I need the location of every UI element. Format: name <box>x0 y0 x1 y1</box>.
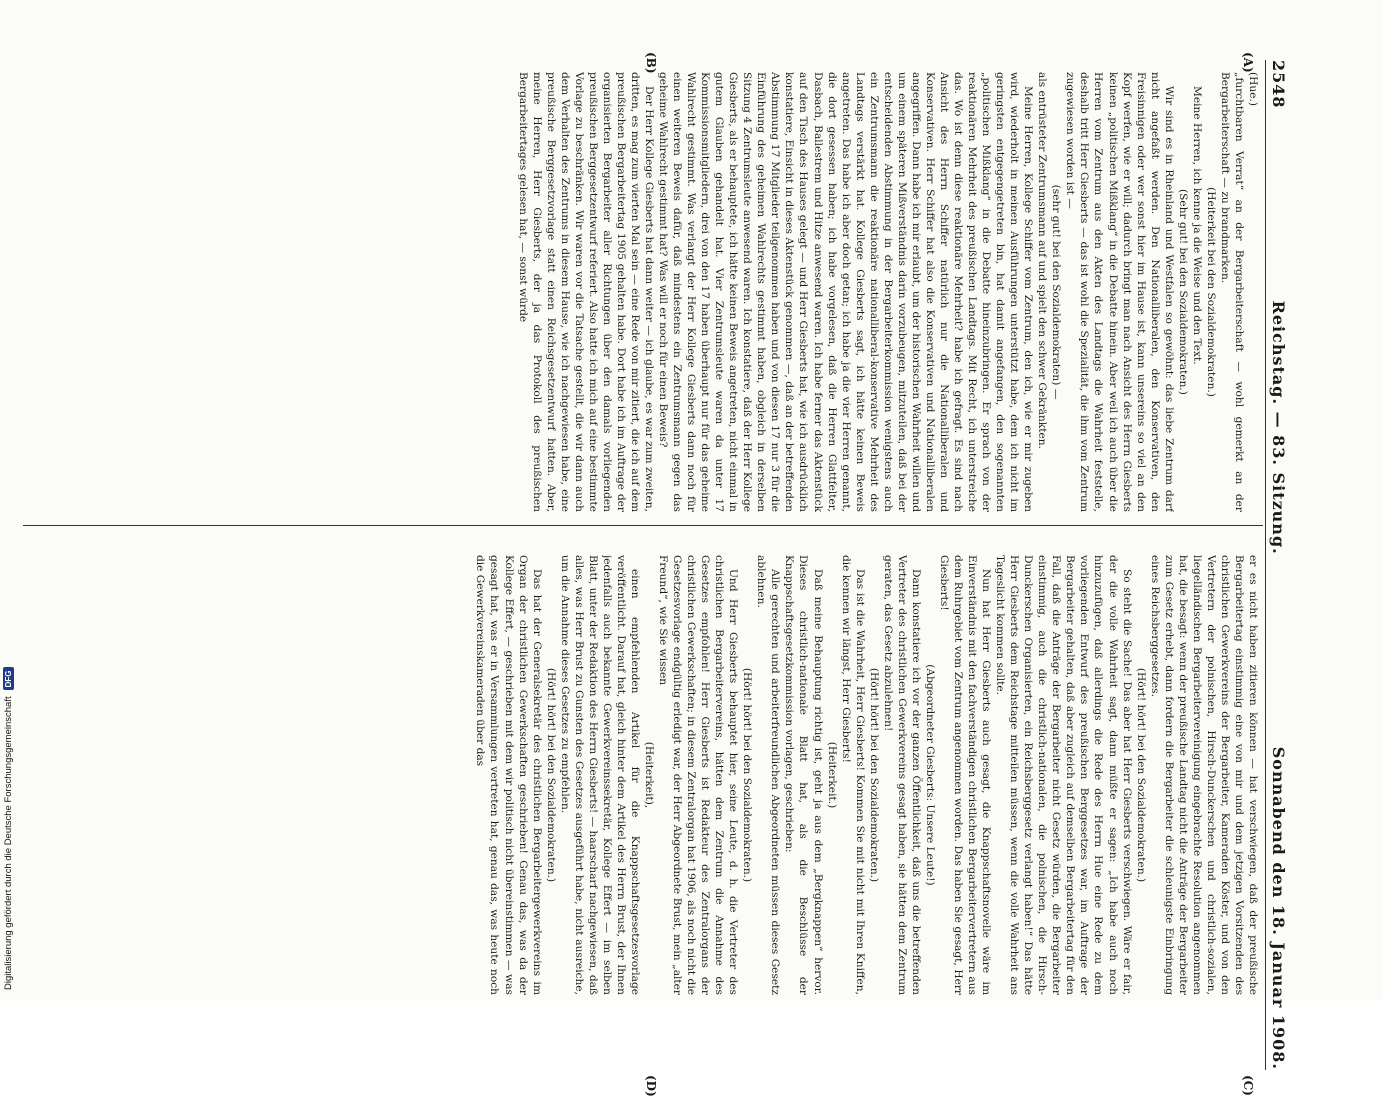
paragraph: (Heiterkeit bei den Sozialdemokraten.) <box>1204 187 1217 397</box>
paragraph: (Heiterkeit.) <box>825 741 838 809</box>
page-number: 2548 <box>1269 60 1288 109</box>
paragraph: als entrüsteter Zentrumsmann auf und spielt den schwer Gekränkten. <box>1036 72 1049 449</box>
right-text-column <box>20 555 1260 995</box>
paragraph: Das hat der Generalsekretär des christlichen Bergarbeitergewerkvereins im Organ der christlichen Gewerkschaften geschrieben! Genau das, was da der Kollege Effert, — geschrieben mit dem wir politisch nicht übereinstimmen — was gesagt hat, was er in Versammlungen vertreten hat, genau das, was heute noch die Gewerkvereinskameraden über das <box>474 555 543 995</box>
credit-text: Digitalisierung gefördert durch die Deutsche Forschungsgemeinschaft <box>2 696 14 990</box>
paragraph: er es nicht haben zitieren können — hat verschwiegen, daß der preußische Bergarbeitertag einstimmig eine von mir und dem jetzigen Vorsitzenden des christlichen Gewerkvereins der Bergarbeiter, Kameraden Köster, und von den Vertretern der polnischen, Hirsch-Dunckerschen und christlich-sozialen, liegelländischen Bergarbeitervereinigung eingebrachte Resolution angenommen hat, die besagt: wenn der preußische Landtag nicht die Anträge der Bergarbeiter zum Gesetz erhebt, dann fordern die Bergarbeiter die schleunigste Einbringung eines Reichsberggesetzes. <box>1148 555 1259 995</box>
paragraph: (Sehr gut! bei den Sozialdemokraten.) <box>1176 189 1189 395</box>
paragraph: (Hue.) <box>1247 72 1259 106</box>
paragraph: So steht die Sache! Das aber hat Herr Giesberts verschwiegen. Wäre er fair, der die volle Wahrheit sagt, dann müßte er sagen: „Ich habe auch noch hinzuzufügen, daß allerdings die Rede des Herrn Hue eine Rede zu dem vorliegenden Entwurf des preußischen Berggesetzes war, im Auftrage der Bergarbeiter gehalten, daß aber zugleich auf demselben Bergarbeitertag für den Fall, daß die Anträge der Bergarbeiter nicht Gesetz würden, die Bergarbeiter einstimmig, auch die christlich-nationalen, die polnischen, die Hirsch-Dunckerschen Organisierten, ein Reichsberggesetz verlangt haben!“ Das hätte Herr Giesberts dem Reichstage mitteilen müssen, wenn die volle Wahrheit ans Tageslicht kommen sollte. <box>994 555 1133 995</box>
paragraph: Meine Herren, ich kenne ja die Weise und den Text. <box>1190 86 1203 365</box>
paragraph: Meine Herren, Kollege Schiffer vom Zentrum, den ich, wie er mir zugeben wird, wiederholt in meinen Ausführungen unterstützt habe, dem ich nicht im geringsten entgegengetreten bin, hat damit angefangen, den sogenannten „politischen Mißklang“ in die Debatte hineinzubringen. Er sprach von der reaktionären Mehrheit des preußischen Landtags. Mit Recht, ich unterstreiche das. Wo ist denn diese reaktionäre Mehrheit? habe ich gefragt. Es sind nach Ansicht des Herrn Schiffer natürlich nur die Nationalliberalen und Konservativen. Herr Schiffer hat also die Konservativen und Nationalliberalen angegriffen. Dann habe ich mir erlaubt, um der historischen Wahrheit willen und um einem späteren Mißverständnis darin vorzubeugen, mitzuteilen, daß bei der entscheidenden Abstimmung in der Bergarbeiterkommission wenigstens auch ein Zentrumsmann die reaktionäre nationalliberal-konservative Mehrheit des Landtags verstärkt hat. Kollege Giesberts sagt, ich hätte keinen Beweis angetreten. Das habe ich aber doch getan; ich habe ja die vier Herren genannt, die dort gesessen haben; ich habe vorgelesen, daß die Herren Glattfelter, Dasbach, Ballestrem und Hitze anwesend waren. Ich habe ferner das Aktenstück auf den Tisch des Hauses gelegt — und Herr Giesberts hat, wie ich ausdrücklich konstatiere, Einsicht in dieses Aktenstück genommen —, daß an der betreffenden Abstimmung 17 Mitglieder teilgenommen haben und von diesen 17 nur 3 für die Einführung des geheimen Wahlrechts gestimmt haben, obgleich in derselben Sitzung 4 Zentrumsleute anwesend waren. Ich konstatiere, daß der Herr Kollege Giesberts, als er behauptete, ich hätte keinen Beweis angetreten, nicht einmal in gutem Glauben gehandelt hat. Vier Zentrumsleute waren da unter 17 Kommissionsmitgliedern, drei von den 17 haben überhaupt nur für das geheime Wahlrecht gestimmt. Was verlangt der Herr Kollege Giesberts dann noch für einen weiteren Beweis dafür, daß mindestens ein Zentrumsmann gegen das geheime Wahlrecht gestimmt hat? Was will er noch für einen Beweis? <box>657 72 1035 512</box>
page-header <box>1269 60 1288 1070</box>
header-rule <box>1265 60 1266 1070</box>
paragraph: Und Herr Giesberts behauptet hier, seine Leute, d. h. die Vertreter des christlichen Bergarbeitervereins, hätten dem Zentrum die Annahme des Gesetzes empfohlen! Herr Giesberts ist Redakteur des Zentralorgans der christlichen Gewerkschaften; in diesem Zentralorgan hat 1906, als noch nicht die Gesetzesvorlage endgültig erledigt war, der Herr Abgeordnete Brust, mein „alter Freund“, wie Sie wissen <box>657 555 740 995</box>
paragraph: (Heiterkeit), <box>642 741 655 809</box>
paragraph: (Hört! hört! bei den Sozialdemokraten.) <box>544 667 557 883</box>
paragraph: Daß meine Behauptung richtig ist, geht ja aus dem „Bergknappen“ hervor. Dieses christlich-nationale Blatt hat, als die Beschlüsse der Knappschaftsgesetzkommission vorlagen, geschrieben: <box>783 555 824 995</box>
margin-mark-c: (C) <box>1241 1075 1255 1096</box>
running-title: Reichstag. — 83. Sitzung. <box>1269 300 1288 555</box>
paragraph: (Hört! hört! bei den Sozialdemokraten.) <box>1134 667 1147 883</box>
dfg-logo: DFG <box>3 668 14 691</box>
margin-mark-b: (B) <box>644 52 658 74</box>
left-text-column <box>20 72 1260 512</box>
paragraph: Nun hat Herr Giesberts auch gesagt, die Knappschaftsnovelle wäre im Einverständnis mit den fachverständigen christlichen Bergarbeitervertretern aus dem Ruhrgebiet vom Zentrum angenommen worden. Das haben Sie gesagt, Herr Giesberts! <box>937 555 993 995</box>
paragraph: Wir sind es in Rheinland und Westfalen so gewöhnt: das liebe Zentrum darf nicht angefaßt werden. Den Nationalliberalen, den Konservativen, den Freisinnigen oder wer sonst hier im Hause ist, kann unsereins so viel an den Kopf werfen, wie er will; dadurch bringt man nach Ansicht des Herrn Giesberts keinen „politischen Mißklang“ in die Debatte hinein. Aber weil ich auch über die Herren vom Zentrum aus den Akten des Landtags die Wahrheit feststelle, deshalb tritt Herr Giesberts — das ist wohl die Spezialität, die ihm vom Zentrum zugewiesen worden ist — <box>1064 72 1175 512</box>
paragraph: (Abgeordneter Giesberts: Unsere Leute!) <box>923 664 936 886</box>
paragraph: einen empfehlenden Artikel für die Knappschaftsgesetzesvorlage veröffentlicht. Darauf hat, gleich hinter dem Artikel des Herrn Brust, der Ihnen jedenfalls auch bekannte Gewerkvereinssekretär, Kollege Effert — im selben Blatt, unter der Redaktion des Herrn Giesberts! — haarscharf nachgewiesen, daß alles, was Herr Brust zu Gunsten des Gesetzes ausgeführt habe, nicht ausreiche, um die Annahme dieses Gesetzes zu empfehlen. <box>558 555 641 995</box>
paragraph: Alle gerechten und arbeiterfreundlichen Abgeordneten müssen dieses Gesetz ablehnen. <box>755 555 782 995</box>
paragraph: (Hört! hört! bei den Sozialdemokraten.) <box>867 667 880 883</box>
digitization-credit <box>0 0 16 990</box>
session-date: Sonnabend den 18. Januar 1908. <box>1269 746 1288 1070</box>
paragraph: Der Herr Kollege Giesberts hat dann weiter — ich glaube, es war zum zweiten, dritten, es mag zum vierten Mal sein — eine Rede von mir zitiert, die ich auf dem preußischen Bergarbeitertag 1905 gehalten habe. Dort habe ich im Auftrage der organisierten Bergarbeiter aller Richtungen über den damals vorliegenden preußischen Berggesetzentwurf referiert. Also hatte ich mich auf eine bestimmte Vorlage zu beschränken. Wir waren vor die Tatsache gestellt, die wir dann auch dem Verhalten des Zentrums in diesem Hause, wie ich nachgewiesen habe, eine preußische Berggesetzvorlage statt einen Reichsgesetzentwurf hatten. Aber, meine Herren, Herr Giesberts, der ja das Protokoll des preußischen Bergarbeitertages gelesen hat, — sonst würde <box>516 72 655 512</box>
paragraph: Dann konstatiere ich vor der ganzen Öffentlichkeit, daß uns die betreffenden Vertreter des christlichen Gewerkvereins gesagt haben, sie hätten dem Zentrum geraten, das Gesetz abzulehnen! <box>881 555 922 995</box>
margin-mark-a: (A) <box>1241 52 1255 73</box>
paragraph: (Hört! hört! bei den Sozialdemokraten.) <box>741 667 754 883</box>
paragraph: „furchtbaren Verrat“ an der Bergarbeiterschaft — wohl gemerkt an der Bergarbeiterschaft — zu brandmarken. <box>1218 72 1245 512</box>
column-divider <box>23 525 1263 526</box>
paragraph: Das ist die Wahrheit, Herr Giesberts! Kommen Sie mit nicht mit Ihren Kniffen, die kennen wir längst, Herr Giesberts! <box>839 555 866 995</box>
margin-mark-d: (D) <box>644 1075 658 1097</box>
paragraph: (sehr gut! bei den Sozialdemokraten) — <box>1050 184 1063 400</box>
